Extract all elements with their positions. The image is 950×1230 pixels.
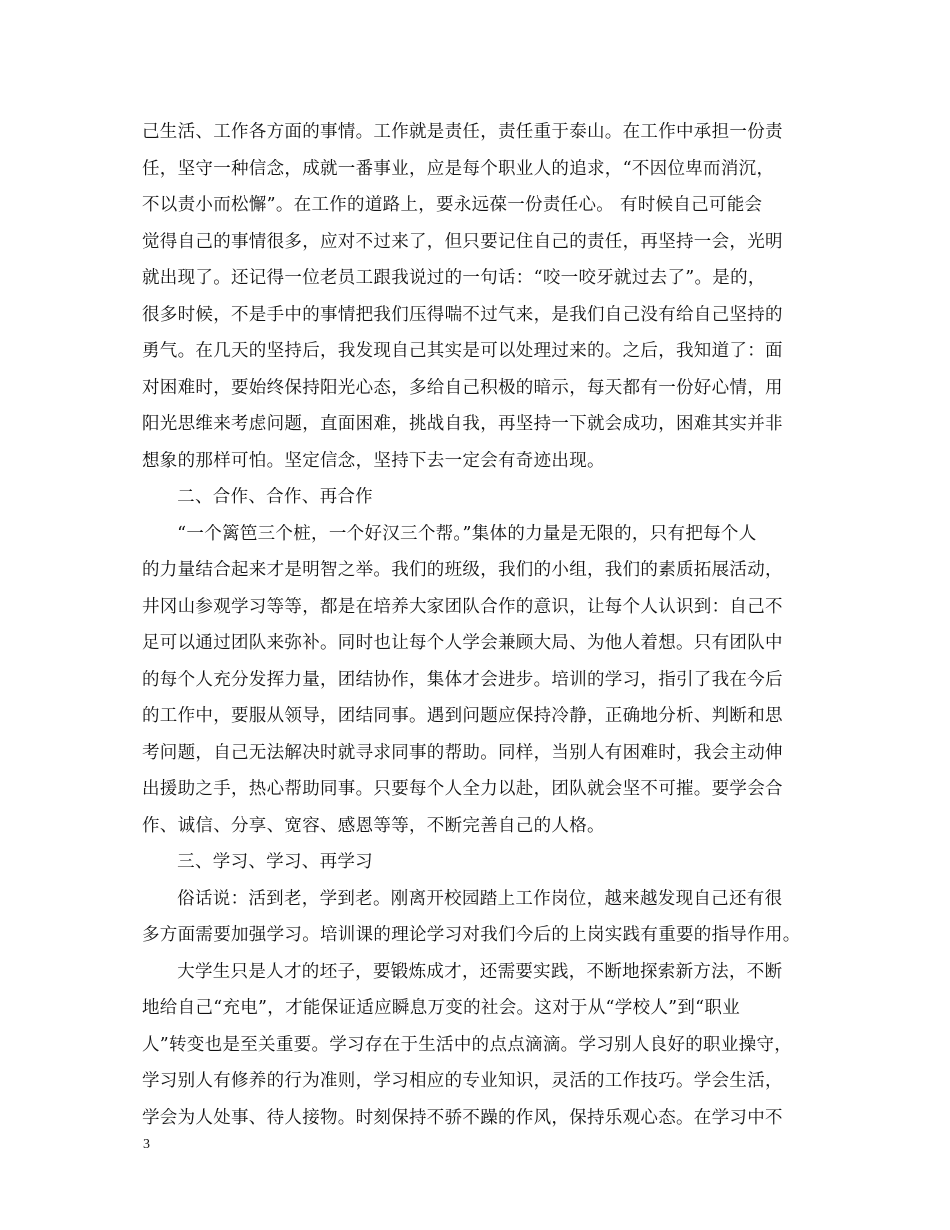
text-line: “一个篱笆三个桩，一个好汉三个帮。”集体的力量是无限的，只有把每个人 [142, 523, 757, 544]
text-line: 的力量结合起来才是明智之举。我们的班级，我们的小组，我们的素质拓展活动， [142, 560, 783, 580]
text-line: 地给自己“充电”，才能保证适应瞬息万变的社会。这对于从“学校人”到“职业 [142, 998, 741, 1018]
text-line: 出援助之手，热心帮助同事。只要每个人全力以赴，团队就会坚不可摧。要学会合 [142, 779, 783, 799]
text-line: 很多时候，不是手中的事情把我们压得喘不过气来，是我们自己没有给自己坚持的 [142, 304, 783, 325]
text-line: 想象的那样可怕。坚定信念，坚持下去一定会有奇迹出现。 [142, 450, 605, 471]
text-line: 的工作中，要服从领导，团结同事。遇到问题应保持冷静，正确地分析、判断和思 [142, 706, 783, 726]
text-line: 俗话说：活到老，学到老。刚离开校园踏上工作岗位，越来越发现自己还有很 [142, 888, 783, 909]
text-line: 足可以通过团队来弥补。同时也让每个人学会兼顾大局、为他人着想。只有团队中 [142, 633, 783, 653]
text-line: 就出现了。还记得一位老员工跟我说过的一句话：“咬一咬牙就过去了”。是的， [142, 268, 766, 288]
text-line: 学会为人处事、待人接物。时刻保持不骄不躁的作风，保持乐观心态。在学习中不 [142, 1107, 783, 1128]
text-line: 对困难时，要始终保持阳光心态，多给自己积极的暗示，每天都有一份好心情，用 [142, 377, 783, 398]
body-text [142, 114, 812, 1136]
text-line: 作、诚信、分享、宽容、感恩等等，不断完善自己的人格。 [142, 815, 605, 836]
text-line: 大学生只是人才的坯子，要锻炼成才，还需要实践，不断地探索新方法，不断 [142, 961, 783, 982]
section-heading: 二、合作、合作、再合作 [142, 487, 373, 507]
section-heading: 三、学习、学习、再学习 [142, 852, 373, 872]
text-line: 不以责小而松懈”。在工作的道路上，要永远葆一份责任心。 有时候自己可能会 [142, 195, 763, 215]
text-line: 井冈山参观学习等等，都是在培养大家团队合作的意识，让每个人认识到：自己不 [142, 596, 783, 617]
text-line: 人”转变也是至关重要。学习存在于生活中的点点滴滴。学习别人良好的职业操守， [142, 1034, 793, 1055]
text-line: 多方面需要加强学习。培训课的理论学习对我们今后的上岗实践有重要的指导作用。 [142, 925, 801, 945]
text-line: 任，坚守一种信念，成就一番事业，应是每个职业人的追求，“不因位卑而消沉， [142, 158, 775, 179]
text-line: 勇气。在几天的坚持后，我发现自己其实是可以处理过来的。之后，我知道了：面 [142, 341, 783, 361]
text-line: 的每个人充分发挥力量，团结协作，集体才会进步。培训的学习，指引了我在今后 [142, 669, 783, 690]
text-line: 考问题，自己无法解决时就寻求同事的帮助。同样，当别人有困难时，我会主动伸 [142, 742, 783, 763]
text-line: 己生活、工作各方面的事情。工作就是责任，责任重于泰山。在工作中承担一份责 [142, 122, 783, 142]
text-line: 学习别人有修养的行为准则，学习相应的专业知识，灵活的工作技巧。学会生活， [142, 1071, 783, 1091]
page-number: 3 [143, 1137, 150, 1152]
text-line: 阳光思维来考虑问题，直面困难，挑战自我，再坚持一下就会成功，困难其实并非 [142, 414, 783, 434]
text-line: 觉得自己的事情很多，应对不过来了，但只要记住自己的责任，再坚持一会，光明 [142, 231, 783, 252]
